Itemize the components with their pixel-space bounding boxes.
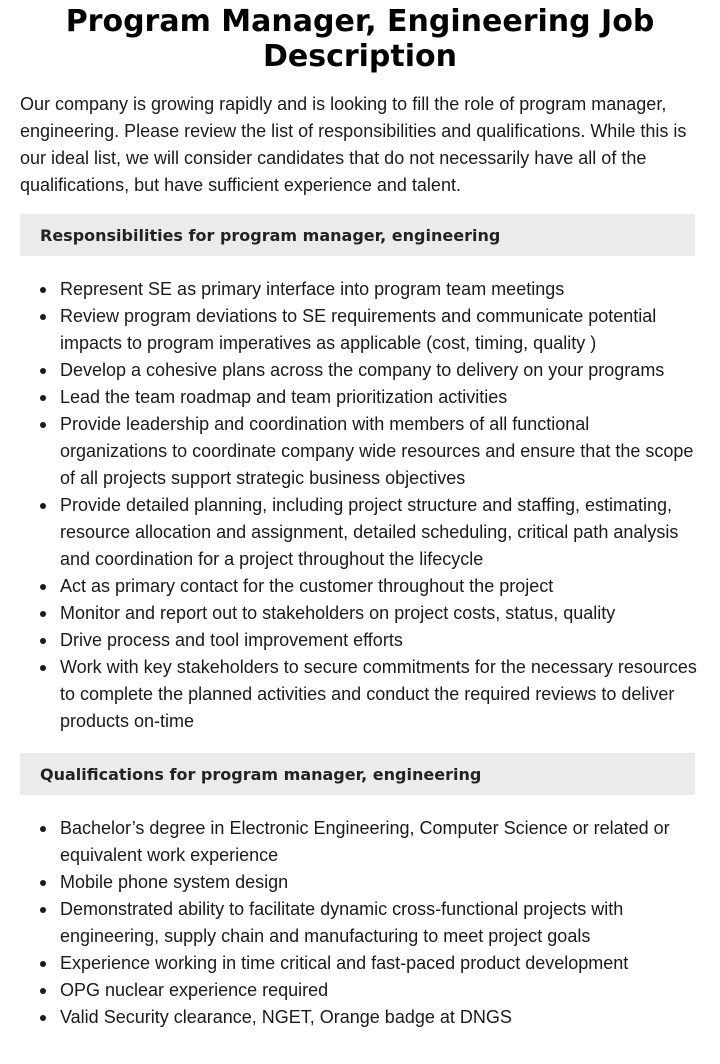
list-item — [20, 492, 700, 573]
bullet-icon — [40, 880, 46, 886]
list-item-text: Work with key stakeholders to secure commitments for the necessary resources to complete the planned activities and conduct the required reviews to deliver products on-time — [60, 657, 697, 731]
list-item — [20, 303, 700, 357]
list-item-text: Drive process and tool improvement efforts — [60, 630, 403, 650]
bullet-icon — [40, 314, 46, 320]
list-item — [20, 357, 700, 384]
bullet-icon — [40, 611, 46, 617]
list-item-text: Develop a cohesive plans across the company to delivery on your programs — [60, 360, 665, 380]
list-item — [20, 627, 700, 654]
bullet-icon — [40, 503, 46, 509]
list-item — [20, 950, 700, 977]
list-item-text: OPG nuclear experience required — [60, 980, 329, 1000]
bullet-icon — [40, 395, 46, 401]
list-item — [20, 573, 700, 600]
bullet-icon — [40, 961, 46, 967]
list-item-text: Lead the team roadmap and team prioritization activities — [60, 387, 508, 407]
bullet-icon — [40, 287, 46, 293]
list-item — [20, 600, 700, 627]
list-item-text: Demonstrated ability to facilitate dynamic cross-functional projects with engineering, supply chain and manufacturing to meet project goals — [60, 899, 624, 946]
bullet-icon — [40, 1015, 46, 1021]
bullet-icon — [40, 907, 46, 913]
list-item — [20, 276, 700, 303]
page-title: Program Manager, Engineering Job Description — [65, 4, 655, 74]
list-item — [20, 977, 700, 1004]
list-item-text: Represent SE as primary interface into program team meetings — [60, 279, 565, 299]
list-item-text: Mobile phone system design — [60, 872, 289, 892]
bullet-icon — [40, 638, 46, 644]
list-item-text: Provide detailed planning, including project structure and staffing, estimating, resource allocation and assignment, detailed scheduling, critical path analysis and coordination for a project throughout the lifecycle — [60, 495, 679, 569]
list-item — [20, 869, 700, 896]
bullet-icon — [40, 988, 46, 994]
list-item-text: Monitor and report out to stakeholders on project costs, status, quality — [60, 603, 616, 623]
responsibilities-heading: Responsibilities for program manager, engineering — [20, 214, 695, 256]
list-item — [20, 896, 700, 950]
list-item — [20, 384, 700, 411]
responsibilities-list — [20, 276, 700, 735]
list-item-text: Valid Security clearance, NGET, Orange badge at DNGS — [60, 1007, 512, 1027]
bullet-icon — [40, 422, 46, 428]
bullet-icon — [40, 665, 46, 671]
bullet-icon — [40, 584, 46, 590]
list-item-text: Act as primary contact for the customer throughout the project — [60, 576, 554, 596]
list-item — [20, 1004, 700, 1031]
list-item — [20, 654, 700, 735]
list-item-text: Provide leadership and coordination with members of all functional organizations to coordinate company wide resources and ensure that the scope of all projects support strategic business objectives — [60, 414, 694, 488]
intro-paragraph: Our company is growing rapidly and is looking to fill the role of program manager, engineering. Please review the list of responsibilities and qualifications. While this is our ideal list, we will consider candidates that do not necessarily have all of the qualifications, but have sufficient experience and talent. — [20, 94, 687, 195]
bullet-icon — [40, 368, 46, 374]
qualifications-heading: Qualifications for program manager, engineering — [20, 753, 695, 795]
bullet-icon — [40, 826, 46, 832]
list-item — [20, 411, 700, 492]
list-item-text: Review program deviations to SE requirements and communicate potential impacts to program imperatives as applicable (cost, timing, quality ) — [60, 306, 657, 353]
qualifications-list — [20, 815, 700, 1031]
list-item-text: Bachelor’s degree in Electronic Engineering, Computer Science or related or equivalent work experience — [60, 818, 670, 865]
list-item — [20, 815, 700, 869]
list-item-text: Experience working in time critical and fast-paced product development — [60, 953, 629, 973]
